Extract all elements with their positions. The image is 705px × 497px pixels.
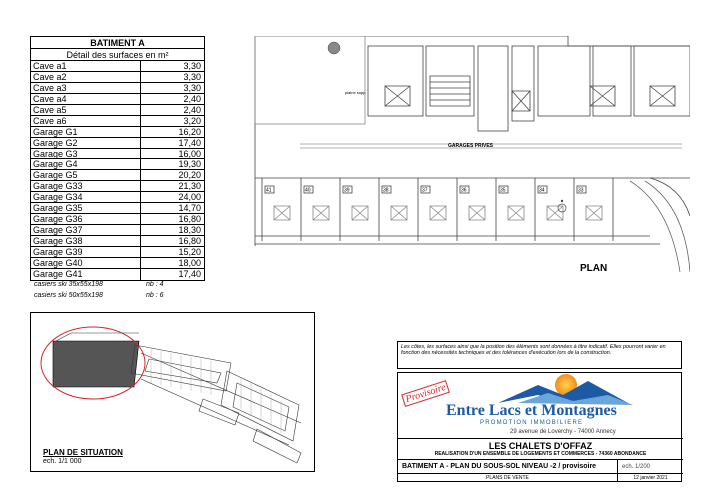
row-name: Garage G2	[31, 138, 141, 148]
row-value: 18,30	[178, 225, 201, 236]
table-row	[31, 181, 204, 192]
situation-scale: ech. 1/1 000	[43, 458, 82, 465]
table-row	[31, 192, 204, 203]
sheet-scale: ech. 1/200	[622, 463, 651, 470]
row-name: Garage G39	[31, 247, 141, 257]
ski-locker-count: nb : 4	[146, 281, 164, 288]
disclaimer-note: Les côtes, les surfaces ainsi que la position des éléments sont données à titre indicatif. Elles pourront varier en fonction des nécessités techniques et des tolérances d'exécution lors de la construction.	[397, 341, 682, 369]
table-row	[31, 236, 204, 247]
project-name: LES CHALETS D'OFFAZ	[488, 441, 593, 451]
row-name: Garage G40	[31, 258, 141, 268]
provisoire-stamp: Provisoire	[401, 380, 450, 407]
table-subtitle: Détail des surfaces en m²	[31, 49, 204, 61]
logo-area	[398, 373, 683, 439]
row-value: 3,20	[183, 115, 201, 126]
row-value: 16,80	[178, 236, 201, 246]
table-row	[31, 72, 204, 83]
footer-label: PLANS DE VENTE	[398, 474, 618, 482]
table-row	[31, 203, 204, 214]
row-name: Garage G36	[31, 214, 141, 224]
table-row	[31, 258, 204, 269]
row-name: Cave a3	[31, 83, 141, 93]
ski-locker-count: nb : 6	[146, 292, 164, 299]
surfaces-table	[30, 36, 205, 281]
garage-number: 34	[539, 187, 545, 194]
row-value: 14,70	[178, 203, 201, 214]
table-row	[31, 149, 204, 160]
brand-address: 29 avenue de Loverchy - 74000 Annecy	[510, 429, 616, 435]
brand-subtitle: PROMOTION IMMOBILIERE	[480, 420, 584, 426]
row-value: 3,30	[183, 61, 201, 71]
row-name: Garage G41	[31, 269, 141, 280]
row-name: Garage G3	[31, 149, 141, 159]
row-value: 17,40	[178, 137, 201, 148]
row-value: 20,20	[178, 170, 201, 181]
row-name: Garage G35	[31, 203, 141, 213]
garages-privees-label: GARAGES PRIVES	[448, 143, 494, 149]
plan-title: PLAN	[580, 263, 608, 274]
project-description: REALISATION D'UN ENSEMBLE DE LOGEMENTS ET COMMERCES - 74360 ABONDANCE	[434, 451, 647, 457]
garage-number: 35	[500, 187, 506, 194]
row-value: 18,00	[178, 257, 201, 268]
row-name: Garage G33	[31, 181, 141, 191]
table-row	[31, 138, 204, 149]
row-value: 24,00	[178, 192, 201, 203]
table-title: BATIMENT A	[31, 37, 204, 49]
situation-title: PLAN DE SITUATION	[43, 448, 123, 457]
sheet-row	[398, 459, 683, 473]
row-name: Garage G5	[31, 170, 141, 180]
row-name: Garage G1	[31, 127, 141, 137]
table-row	[31, 269, 204, 280]
garage-number: 37	[422, 187, 428, 194]
ski-locker-label: casiers ski 50x55x198	[34, 292, 103, 299]
table-row	[31, 105, 204, 116]
row-name: Garage G34	[31, 192, 141, 202]
row-value: 3,30	[183, 82, 201, 93]
row-name: Cave a5	[31, 105, 141, 115]
row-value: 3,30	[183, 71, 201, 82]
row-value: 15,20	[178, 246, 201, 257]
row-name: Garage G4	[31, 159, 141, 169]
table-row	[31, 225, 204, 236]
row-value: 19,30	[178, 159, 201, 170]
row-name: Cave a6	[31, 116, 141, 126]
table-row	[31, 247, 204, 258]
table-row	[31, 61, 204, 72]
footer-row	[398, 473, 683, 482]
ski-locker-label: casiers ski 35x55x198	[34, 281, 103, 288]
row-name: Cave a1	[31, 61, 141, 71]
garage-number: 40	[305, 187, 311, 194]
garage-number: 41	[266, 187, 272, 194]
table-row	[31, 159, 204, 170]
row-name: Garage G37	[31, 225, 141, 235]
title-block	[397, 372, 682, 482]
row-name: Garage G38	[31, 236, 141, 246]
row-value: 2,40	[183, 93, 201, 104]
garage-number: 39	[344, 187, 350, 194]
garage-number: 38	[383, 187, 389, 194]
row-value: 16,00	[178, 148, 201, 159]
ski-locker-note	[34, 292, 174, 299]
table-row	[31, 214, 204, 225]
sheet-title: BATIMENT A - PLAN DU SOUS-SOL NIVEAU -2 / provisoire	[398, 460, 618, 473]
row-value: 16,80	[178, 214, 201, 225]
row-value: 16,20	[178, 126, 201, 137]
row-value: 17,40	[178, 268, 201, 279]
sheet-date: 12 janvier 2021	[633, 475, 668, 481]
row-value: 2,40	[183, 104, 201, 115]
table-row	[31, 170, 204, 181]
floor-plan-drawing	[250, 36, 690, 272]
garage-number: 36	[461, 187, 467, 194]
brand-name: Entre Lacs et Montagnes	[446, 402, 617, 419]
ski-locker-note	[34, 281, 174, 288]
row-name: Cave a2	[31, 72, 141, 82]
row-value: 21,30	[178, 181, 201, 192]
table-row	[31, 94, 204, 105]
garage-number: 33	[578, 187, 584, 194]
aire-label: plaine supp	[345, 90, 366, 95]
table-row	[31, 116, 204, 127]
table-row	[31, 127, 204, 138]
table-row	[31, 83, 204, 94]
row-name: Cave a4	[31, 94, 141, 104]
